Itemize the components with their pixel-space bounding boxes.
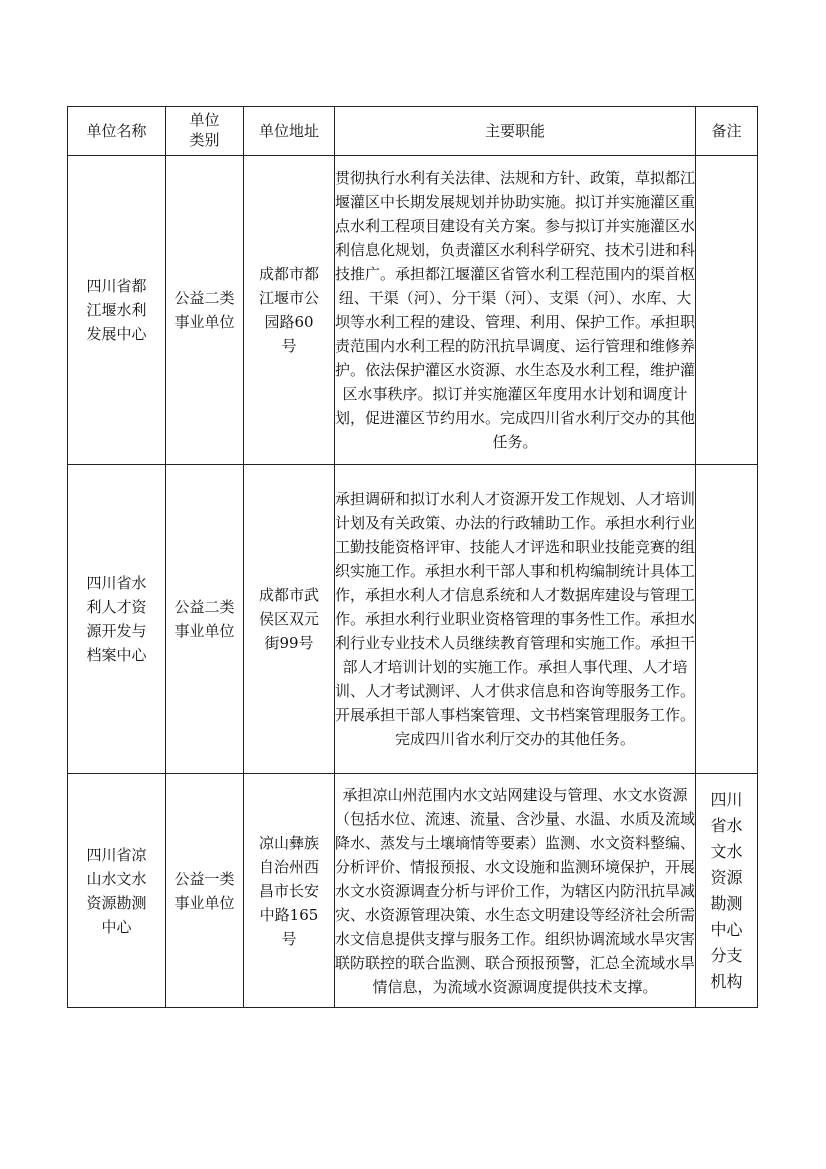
header-unit-name: 单位名称	[68, 107, 166, 156]
unit-remarks	[696, 465, 758, 774]
unit-type-cell	[166, 774, 244, 1008]
unit-type-cell	[166, 465, 244, 774]
unit-address-cell	[244, 774, 335, 1008]
header-main-duties: 主要职能	[335, 107, 696, 156]
unit-remarks	[696, 156, 758, 465]
unit-address-cell	[244, 465, 335, 774]
unit-address: 成都市都江堰市公园路60号	[258, 265, 319, 355]
unit-remarks-cell	[696, 774, 758, 1008]
unit-duties: 承担凉山州范围内水文站网建设与管理、水文水资源（包括水位、流速、流量、含沙量、水温、水质及流域降水、蒸发与土壤墒情等要素）监测、水文资料整编、分析评价、情报预报、水文设施和监测环境保护，开展水文水资源调查分析与评价工作，为辖区内防汛抗旱减灾、水资源管理决策、水生态文明建设等经济社会所需水文信息提供支撑与服务工作。组织协调流域水旱灾害联防联控的联合监测、联合预报预警，汇总全流域水旱情信息，为流域水资源调度提供技术支撑。	[335, 774, 696, 1008]
table-row	[68, 156, 758, 465]
unit-name-cell	[68, 465, 166, 774]
table-header-row	[68, 107, 758, 156]
unit-name-cell	[68, 156, 166, 465]
unit-duties: 承担调研和拟订水利人才资源开发工作规划、人才培训计划及有关政策、办法的行政辅助工作。承担水利行业工勤技能资格评审、技能人才评选和职业技能竞赛的组织实施工作。承担水利干部人事和机构编制统计具体工作，承担水利人才信息系统和人才数据库建设与管理工作。承担水利行业职业资格管理的事务性工作。承担水利行业专业技术人员继续教育管理和实施工作。承担干部人才培训计划的实施工作。承担人事代理、人才培训、人才考试测评、人才供求信息和咨询等服务工作。开展承担干部人事档案管理、文书档案管理服务工作。完成四川省水利厅交办的其他任务。	[335, 465, 696, 774]
unit-name: 四川省水利人才资源开发与档案中心	[86, 574, 147, 664]
unit-address: 成都市武侯区双元街99号	[258, 586, 319, 652]
unit-name-cell	[68, 774, 166, 1008]
header-remarks: 备注	[696, 107, 758, 156]
unit-address: 凉山彝族自治州西昌市长安中路165号	[258, 833, 319, 948]
unit-duties: 贯彻执行水利有关法律、法规和方针、政策，草拟都江堰灌区中长期发展规划并协助实施。拟订并实施灌区重点水利工程项目建设有关方案。参与拟订并实施灌区水利信息化规划，负责灌区水利科学研究、技术引进和科技推广。承担都江堰灌区省管水利工程范围内的渠首枢纽、干渠（河）、分干渠（河）、支渠（河）、水库、大坝等水利工程的建设、管理、利用、保护工作。承担职责范围内水利工程的防汛抗旱调度、运行管理和维修养护。依法保护灌区水资源、水生态及水利工程，维护灌区水事秩序。拟订并实施灌区年度用水计划和调度计划，促进灌区节约用水。完成四川省水利厅交办的其他任务。	[335, 156, 696, 465]
header-unit-type-label: 单位类别	[189, 111, 220, 149]
table-row	[68, 774, 758, 1008]
units-table	[67, 106, 758, 1008]
header-unit-address: 单位地址	[244, 107, 335, 156]
header-unit-type	[166, 107, 244, 156]
unit-remarks: 四川省水文水资源勘测中心分支机构	[710, 789, 743, 991]
unit-type: 公益二类事业单位	[174, 289, 235, 331]
unit-type: 公益二类事业单位	[174, 598, 235, 640]
unit-name: 四川省凉山水文水资源勘测中心	[86, 845, 147, 936]
unit-type-cell	[166, 156, 244, 465]
table-row	[68, 465, 758, 774]
unit-type: 公益一类事业单位	[174, 869, 235, 912]
unit-address-cell	[244, 156, 335, 465]
unit-name: 四川省都江堰水利发展中心	[86, 277, 147, 343]
